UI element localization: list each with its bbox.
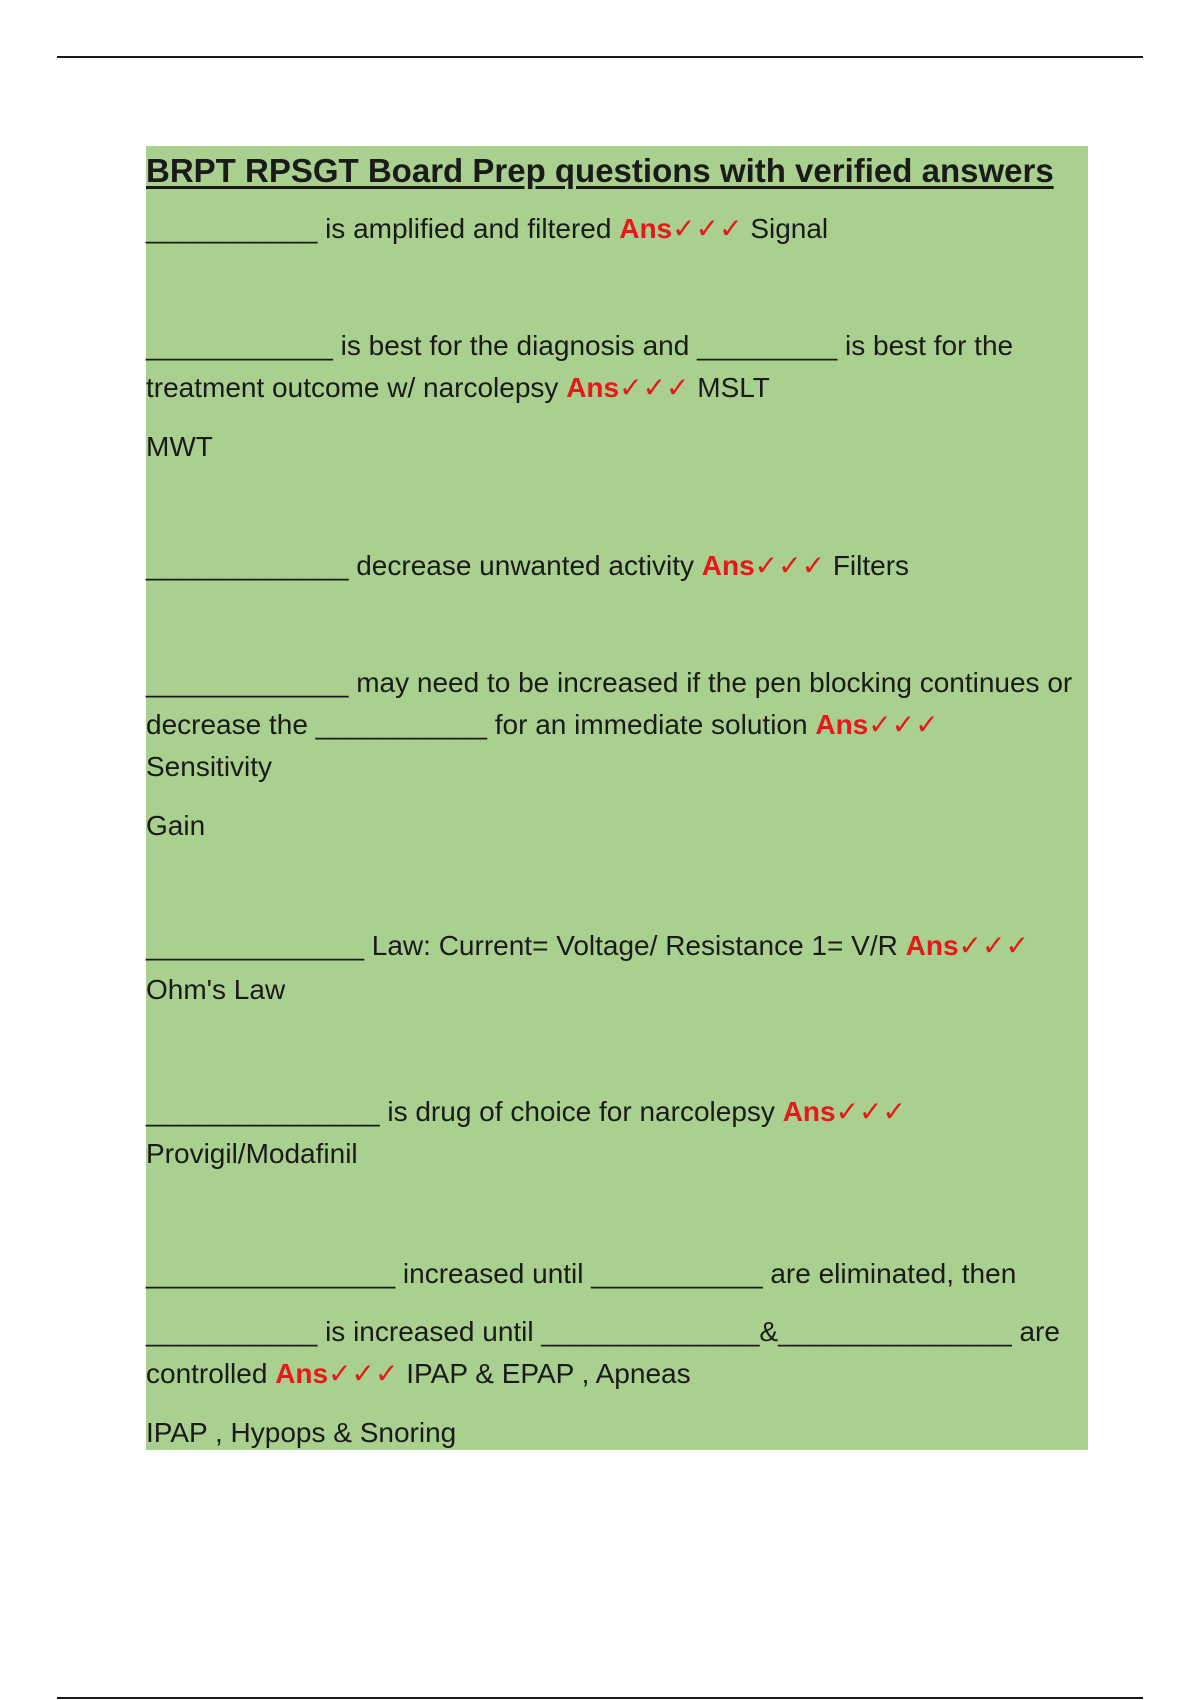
check-marks-icon: ✓✓✓: [835, 1096, 906, 1127]
header-rule: [57, 56, 1143, 58]
document-title: BRPT RPSGT Board Prep questions with verified answers: [146, 152, 1054, 189]
answer-continuation: Gain: [146, 810, 206, 841]
question-3: [146, 545, 1088, 587]
question-prompt: ___________ is amplified and filtered: [146, 213, 612, 244]
answer-label: Ans: [815, 709, 869, 740]
question-text: [146, 1311, 1088, 1395]
question-prompt-line-1: ________________ increased until ___________ are eliminated, then: [146, 1258, 1017, 1289]
answer-text: Signal: [750, 213, 829, 244]
answer-label: Ans: [566, 372, 620, 403]
check-marks-icon: ✓✓✓: [868, 709, 939, 740]
question-prompt: _____________ may need to be increased if the pen blocking continues or decrease the ___________ for an immediate solution: [146, 667, 1073, 740]
answer-label: Ans: [905, 930, 959, 961]
question-prompt: ______________ Law: Current= Voltage/ Resistance 1= V/R: [146, 930, 898, 961]
question-6: [146, 1091, 1088, 1175]
question-prompt-line-2: ___________ is increased until ______________&_______________ are controlled: [146, 1316, 1060, 1389]
answer-label: Ans: [782, 1096, 836, 1127]
document-body: [146, 146, 1088, 1454]
answer-continuation: MWT: [146, 431, 213, 462]
check-marks-icon: ✓✓✓: [328, 1358, 399, 1389]
answer-text: Sensitivity: [146, 751, 273, 782]
question-text: [146, 925, 1088, 967]
question-text: [146, 662, 1088, 788]
answer-label: Ans: [619, 213, 673, 244]
check-marks-icon: ✓✓✓: [672, 213, 743, 244]
question-prompt: _______________ is drug of choice for narcolepsy: [146, 1096, 775, 1127]
check-marks-icon: ✓✓✓: [619, 372, 690, 403]
answer-text: Ohm's Law: [146, 974, 286, 1005]
question-text: [146, 1091, 1088, 1133]
question-4: [146, 662, 1088, 847]
answer-text: Provigil/Modafinil: [146, 1138, 358, 1169]
footer-rule: [57, 1697, 1143, 1699]
question-5: [146, 925, 1088, 1011]
answer-continuation: IPAP , Hypops & Snoring: [146, 1417, 457, 1448]
question-2: [146, 325, 1088, 468]
question-text: [146, 208, 1088, 250]
question-1: [146, 208, 1088, 250]
check-marks-icon: ✓✓✓: [958, 930, 1029, 961]
question-prompt: _____________ decrease unwanted activity: [146, 550, 694, 581]
question-7: [146, 1253, 1088, 1454]
answer-text: IPAP & EPAP , Apneas: [406, 1358, 691, 1389]
question-text: [146, 545, 1088, 587]
answer-text: MSLT: [697, 372, 770, 403]
answer-label: Ans: [701, 550, 755, 581]
question-text: [146, 325, 1088, 409]
check-marks-icon: ✓✓✓: [754, 550, 826, 581]
question-prompt: ____________ is best for the diagnosis and _________ is best for the treatment outcome w/ narcolepsy: [146, 330, 1014, 403]
answer-text: Filters: [832, 550, 910, 581]
answer-label: Ans: [275, 1358, 329, 1389]
